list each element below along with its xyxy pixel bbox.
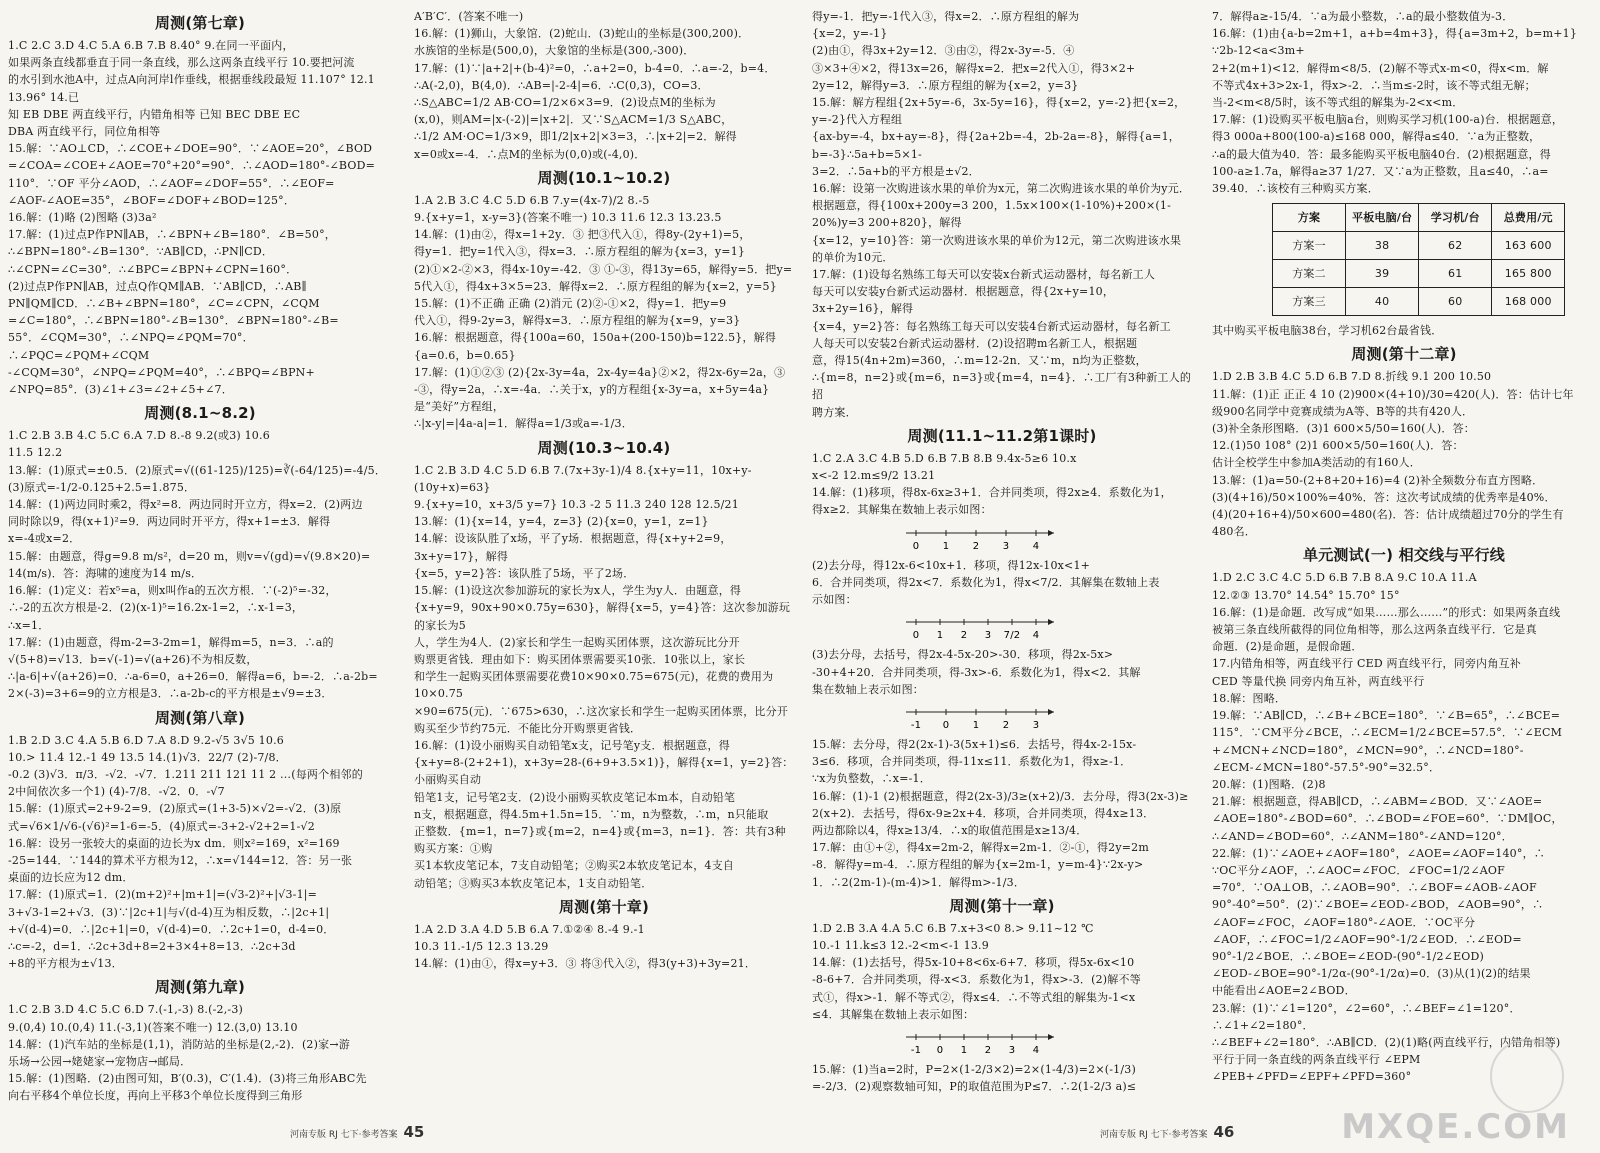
section-title: 周测(第十一章) xyxy=(949,896,1055,915)
answer-line: 同时除以9，得(x+1)²=9．两边同时开平方，得x+1=±3．解得 xyxy=(8,515,331,529)
answer-line: 6．合并同类项，得2x<7．系数化为1，得x<7/2．其解集在数轴上表 xyxy=(812,575,1160,589)
left-column-1 xyxy=(8,8,392,1113)
answer-line: 2y=12，解得y=3．∴原方程组的解为{x=2，y=3} xyxy=(812,78,1079,92)
number-line-label: 7/2 xyxy=(1003,630,1021,642)
answer-line: 如果两条直线都垂直于同一条直线，那么这两条直线平行 10.要把河流 xyxy=(8,56,355,70)
right-column-1 xyxy=(812,8,1192,1113)
answer-line: 被第三条直线所截得的同位角相等，那么这两条直线平行．它是真 xyxy=(1212,623,1537,637)
answer-line: 11.解：(1)正 正正 4 10 (2)900×(4+10)/30=420(人)．答：估计七年 xyxy=(1212,387,1574,401)
purchase-plan-table xyxy=(1272,203,1565,316)
answer-line: 中能看出∠AOE=2∠BOD． xyxy=(1212,984,1356,998)
answer-line: 17.解：(1)设购买平板电脑a台，则购买学习机(100-a)台．根据题意， xyxy=(1212,113,1564,127)
answer-block xyxy=(1212,8,1596,197)
answer-line: 每天可以安装y台新式运动器材．根据题意，得{2x+y=10，3x+2y=16}，解得 xyxy=(812,285,1115,316)
answer-line: =70°．∵OA⊥OB，∴∠AOB=90°．∴∠BOF=∠AOB-∠AOF xyxy=(1212,881,1537,895)
answer-line: 15.解：去分母，得2(2x-1)-3(5x+1)≤6．去括号，得4x-2-15x- xyxy=(812,737,1137,751)
answer-line: 3≤6．移项，合并同类项，得-11x≤11．系数化为1，得x≥-1． xyxy=(812,755,1132,769)
answer-line: 22.解：(1)∵∠AOE+∠AOF=180°，∠AOE=∠AOF=140°，∴ xyxy=(1212,846,1545,860)
answer-line: ∠ECM-∠MCN=180°-57.5°-90°=32.5°． xyxy=(1212,760,1441,774)
answer-line: 1.C 2.B 3.D 4.C 5.D 6.B 7.(7x+3y-1)/4 8.{x+y=11，10x+y-(10y+x)=63} xyxy=(414,463,752,494)
answer-line: 式=√6×1/√6-(√6)²=1-6=-5．(4)原式=-3+2-√2+2=1-√2 xyxy=(8,819,315,833)
answer-line: √(5+8)=√13．b=√(-1)=√(a+26)不为相反数， xyxy=(8,652,258,666)
answer-line: 10.> 11.4 12.-1 49 13.5 14.(1)√3．22/7 (2)-7/8． xyxy=(8,750,287,764)
answer-line: 16.解：设第一次购进该水果的单价为x元，第二次购进该水果的单价为y元． xyxy=(812,182,1191,196)
answer-block xyxy=(414,462,794,892)
answer-line: CED 等量代换 同旁内角互补，两直线平行 xyxy=(1212,674,1425,688)
answer-block xyxy=(8,732,392,973)
answer-line: 购买至少节约75元．不能比分开购票更省钱． xyxy=(414,721,642,735)
answer-line: n支，根据题意，得4.5m+1.5n=15．∵m，n为整数，∴m，n只能取 xyxy=(414,807,769,821)
answer-line: 1.C 2.B 3.B 4.C 5.C 6.A 7.D 8.-8 9.2(或3) 10.6 xyxy=(8,429,270,443)
answer-line: 10.-1 11.k≤3 12.-2<m<-1 13.9 xyxy=(812,938,989,952)
answer-line: ③×3+④×2，得13x=26，解得x=2．把x=2代入①，得3×2+ xyxy=(812,61,1136,75)
answer-line: 115°．∵CM平分∠BCE，∴∠ECM=1/2∠BCE=57.5°．∵∠ECM xyxy=(1212,726,1563,740)
answer-line: 16.解：根据题意，得{100a=60，150a+(200-150)b=122.5}，解得{a=0.6，b=0.65} xyxy=(414,331,777,362)
answer-line: 其中购买平板电脑38台，学习机62台最省钱． xyxy=(1212,324,1443,338)
answer-line: 14.解：(1)由①，得x=y+3．③ 将③代入②，得3(y+3)+3y=21． xyxy=(414,957,757,971)
answer-line: +8的平方根为±√13． xyxy=(8,957,123,971)
answer-line: 12.②③ 13.70° 14.54° 15.70° 15° xyxy=(1212,588,1400,602)
answer-line: ∴S△ABC=1/2 AB·CO=1/2×6×3=9．(2)设点M的坐标为 xyxy=(414,96,716,110)
number-line-label: 0 xyxy=(942,719,950,731)
answer-line: 动铅笔；③购买3本软皮笔记本，1支自动铅笔． xyxy=(414,876,653,890)
answer-line: 铅笔1支，记号笔2支．(2)设小丽购买软皮笔记本m本，自动铅笔 xyxy=(414,790,736,804)
answer-line: (x,0)，则AM=|x-(-2)|=|x+2|．又∵S△ACM=1/3 S△ABC， xyxy=(414,113,733,127)
table-cell: 39 xyxy=(1346,260,1419,288)
table-cell: 38 xyxy=(1346,232,1419,260)
answer-line: ∠NPQ=85°．(3)∠1+∠3=∠2+∠5+∠7． xyxy=(8,383,233,397)
answer-line: {x=4，y=2}答：每名熟练工每天可以安装4台新式运动器材，每名新工 xyxy=(812,319,1171,333)
answer-line: 2×(-3)=3+6=9的立方根是3．∴a-2b-c的平方根是±√9=±3． xyxy=(8,687,333,701)
table-cell: 方案二 xyxy=(1273,260,1346,288)
answer-line: 不等式4x+3>2x-1，得x>-2．∴当m≤-2时，该不等式组无解； xyxy=(1212,78,1536,92)
answer-line: {x=5，y=2}答：该队胜了5场，平了2场． xyxy=(414,566,635,580)
answer-line: 示如图： xyxy=(812,593,857,607)
section-title: 单元测试(一) 相交线与平行线 xyxy=(1303,546,1505,565)
answer-line: 代入①，得9-2y=3，解得x=3．∴原方程组的解为{x=9，y=3} xyxy=(414,314,741,328)
answer-line: 14.解：(1)由②，得x=1+2y．③ 把③代入①，得8y-(2y+1)=5， xyxy=(414,228,751,242)
table-header: 平板电脑/台 xyxy=(1346,204,1419,232)
table-header: 方案 xyxy=(1273,204,1346,232)
answer-line: {ax-by=-4，bx+ay=-8}，得{2a+2b=-4，2b-2a=-8}，解得{a=1，b=-3}∴5a+b=5×1- xyxy=(812,130,1180,161)
answer-line: (3)(4+16)/50×100%=40%．答：这次考试成绩的优秀率是40%． xyxy=(1212,490,1556,504)
answer-line: 2中间依次多一个1) (4)-7/8．-√2．0．-√7 xyxy=(8,785,225,799)
answer-line: +∠MCN+∠NCD=180°，∠MCN=90°，∴∠NCD=180°- xyxy=(1212,743,1524,757)
answer-line: 14.解：设该队胜了x场，平了y场．根据题意，得{x+y+2=9，3x+y=17}，解得 xyxy=(414,532,732,563)
watermark-stamp xyxy=(1490,1039,1564,1113)
table-cell: 168 000 xyxy=(1492,288,1565,316)
number-line-label: 3 xyxy=(984,630,992,642)
answer-line: ∴a的最大值为40．答：最多能购买平板电脑40台．(2)根据题意，得 xyxy=(1212,147,1551,161)
answer-line: 9.{x+y=1，x-y=3}(答案不唯一) 10.3 11.6 12.3 13.23.5 xyxy=(414,211,722,225)
answer-block xyxy=(812,646,1192,698)
answer-line: 14.解：(1)汽车站的坐标是(1,1)，消防站的坐标是(2,-2)．(2)家→游 xyxy=(8,1037,350,1051)
answer-line: 得y=-1．把y=-1代入③，得x=2．∴原方程组的解为 xyxy=(812,10,1080,23)
number-line xyxy=(902,1025,1062,1059)
number-line xyxy=(902,610,1062,644)
answer-line: 人，学生为4人．(2)家长和学生一起购买团体票，这次游玩比分开 xyxy=(414,635,740,649)
answer-line: 14.解：(1)移项，得8x-6x≥3+1．合并同类项，得2x≥4．系数化为1， xyxy=(812,486,1172,500)
answer-line: PN∥QM∥CD．∴∠B+∠BPN=180°，∠C=∠CPN，∠CQM xyxy=(8,297,320,311)
number-line-label: 3 xyxy=(1002,540,1010,552)
answer-line: 1.A 2.B 3.C 4.C 5.D 6.B 7.y=(4x-7)/2 8.-5 xyxy=(414,193,650,207)
answer-line: 17.解：(1)过点P作PN∥AB，∴∠BPN+∠B=180°．∠B=50°， xyxy=(8,228,336,242)
answer-line: 得x≥2．其解集在数轴上表示如图： xyxy=(812,503,992,517)
answer-line: ∴|x-y|=|4a-a|=1．解得a=1/3或a=-1/3． xyxy=(414,417,633,431)
answer-line: 16.解：(1)由{a-b=2m+1，a+b=4m+3}，得{a=3m+2，b=m+1}∵2b-12<a<3m+ xyxy=(1212,27,1578,58)
answer-block xyxy=(812,1061,1192,1095)
table-row xyxy=(1273,260,1565,288)
answer-line: 的水引到水池A中，过点A向河岸l作垂线，根据垂线段最短 11.107° 12.1 13.96° 14.已 xyxy=(8,73,375,104)
footer-label: 河南专版 RJ 七下·参考答案 xyxy=(1100,1130,1208,1140)
answer-line: 2(x+2)．去括号，得6x-9≥2x+4．移项，合并同类项，得4x≥13． xyxy=(812,806,1155,820)
page-number: 46 xyxy=(1213,1123,1235,1141)
answer-line: 17.解：(1)由题意，得m-2=3-2m=1，解得m=5，n=3．∴a的 xyxy=(8,635,334,649)
answer-line: 15.解：解方程组{2x+5y=-6，3x-5y=16}，得{x=2，y=-2}把{x=2，y=-2}代入方程组 xyxy=(812,96,1186,127)
section-title: 周测(8.1~8.2) xyxy=(144,404,256,423)
answer-line: -30+4+20．合并同类项，得-3x>-6．系数化为1，得x<2．其解 xyxy=(812,665,1141,679)
number-line-label: 1 xyxy=(936,630,944,642)
answer-line: -8-6+7．合并同类项，得-x<3．系数化为1，得x>-3．(2)解不等 xyxy=(812,973,1141,987)
answer-line: =∠COA=∠COE+∠AOE=70°+20°=90°．∴∠AOD=180°-∠BOD= xyxy=(8,159,376,173)
page-number: 45 xyxy=(403,1123,425,1141)
answer-block xyxy=(414,192,794,433)
answer-line: {x+y=9，90x+90×0.75y=630}，解得{x=5，y=4}答：这次参加游玩的家长为5 xyxy=(414,601,791,632)
section-title: 周测(10.1~10.2) xyxy=(537,168,671,187)
answer-line: -∠CQM=30°，∠NPQ=∠PQM=40°，∴∠BPQ=∠BPN+ xyxy=(8,365,315,379)
page-footer xyxy=(1100,1123,1234,1141)
answer-block xyxy=(1212,569,1596,1085)
answer-line: 根据题意，得{100x+200y=3 200，1.5x×100×(1-10%)+200×(1-20%)y=3 200+820}，解得 xyxy=(812,199,1172,230)
answer-line: 19.解：∵AB∥CD，∴∠B+∠BCE=180°．∵∠B=65°，∴∠BCE= xyxy=(1212,709,1561,723)
answer-line: 17.解：(1)设每名熟练工每天可以安装x台新式运动器材，每名新工人 xyxy=(812,268,1156,282)
number-line-label: 1 xyxy=(942,540,950,552)
answer-line: ∴1/2 AM·OC=1/3×9，即1/2|x+2|×3=3，∴|x+2|=2．解得 xyxy=(414,130,737,144)
answer-line: 3+√3-1=2+√3．(3)∵|2c+1|与√(d-4)互为相反数，∴|2c+1| xyxy=(8,905,330,919)
answer-line: 20.解：(1)图略．(2)8 xyxy=(1212,777,1326,791)
answer-line: 式①，得x>-1．解不等式②，得x≤4．∴不等式组的解集为-1<x xyxy=(812,990,1136,1004)
answer-line: 5代入①，得4x+3×5=23．解得x=2．∴原方程组的解为{x=2，y=5} xyxy=(414,279,777,293)
answer-line: -8．解得y=m-4．∴原方程组的解为{x=2m-1，y=m-4}∵2x-y> xyxy=(812,858,1144,872)
answer-block xyxy=(812,8,1192,421)
answer-line: ∵x为负整数，∴x=-1． xyxy=(812,772,931,786)
table-row xyxy=(1273,288,1565,316)
answer-line: 1.B 2.D 3.C 4.A 5.B 6.D 7.A 8.D 9.2-√5 3√5 10.6 xyxy=(8,733,284,747)
number-line-label: -1 xyxy=(910,719,922,731)
answer-line: 55°．∠CQM=30°，∴∠NPQ=∠PQM=70°．∴∠PQC=∠PQM+∠CQM xyxy=(8,331,254,362)
answer-line: 21.解：根据题意，得AB∥CD，∴∠ABM=∠BOD．又∵∠AOE= xyxy=(1212,795,1543,809)
number-line-label: 0 xyxy=(912,630,920,642)
answer-line: DBA 两直线平行，同位角相等 xyxy=(8,125,161,139)
answer-line: 10.3 11.-1/5 12.3 13.29 xyxy=(414,939,549,953)
table-cell: 方案三 xyxy=(1273,288,1346,316)
answer-line: 和学生一起购买团体票需要花费10×90×0.75=675(元)，花费的费用为10×0.75 xyxy=(414,670,774,701)
table-cell: 165 800 xyxy=(1492,260,1565,288)
answer-line: 17.解：(1)原式=1．(2)(m+2)²+|m+1|=(√3-2)²+|√3-1|= xyxy=(8,888,318,902)
answer-line: x=0或x=-4．∴点M的坐标为(0,0)或(-4,0)． xyxy=(414,147,646,161)
section-title: 周测(第九章) xyxy=(154,978,246,997)
answer-line: 2+2(m+1)<12．解得m<8/5．(2)解不等式x-m<0，得x<m．解 xyxy=(1212,61,1549,75)
answer-line: (2)去分母，得12x-6<10x+1．移项，得12x-10x<1+ xyxy=(812,558,1091,572)
table-cell: 61 xyxy=(1419,260,1492,288)
answer-line: ∴∠AND=∠BOD=60°．∴∠ANM=180°-∠AND=120°． xyxy=(1212,829,1513,843)
answer-line: ∴x=1． xyxy=(8,618,50,632)
answer-line: 15.解：由题意，得g=9.8 m/s²，d=20 m，则v=√(gd)=√(9.8×20)= xyxy=(8,549,371,563)
answer-line: 估计全校学生中参加A类活动的有160人． xyxy=(1212,456,1421,470)
answer-block xyxy=(414,921,794,973)
answer-line: ∠AOF，∴∠FOC=1/2∠AOF=90°-1/2∠EOD．∴∠EOD= xyxy=(1212,932,1522,946)
answer-line: ∴{m=8，n=2}或{m=6，n=3}或{m=4，n=4}．∴工厂有3种新工人的招 xyxy=(812,371,1192,402)
answer-line: ≤4．其解集在数轴上表示如图： xyxy=(812,1007,975,1021)
answer-line: 向右平移4个单位长度，再向上平移3个单位长度得到三角形 xyxy=(8,1089,303,1103)
answer-line: 13.解：(1)a=50-(2+8+20+16)=4 (2)补全频数分布直方图略． xyxy=(1212,473,1544,487)
answer-line: 购票更省钱．理由如下：购买团体票需要买10张．10张以上，家长 xyxy=(414,652,746,666)
answer-line: 17.解：由①+②，得4x=2m-2，解得x=2m-1．②-①，得2y=2m xyxy=(812,841,1150,855)
footer-label: 河南专版 RJ 七下·参考答案 xyxy=(290,1130,398,1140)
answer-line: (2)①×2-②×3，得4x-10y=-42．③ ①-③，得13y=65，解得y=5．把y= xyxy=(414,262,793,276)
answer-line: x=-4或x=2． xyxy=(8,532,81,546)
answer-line: 正整数．{m=1，n=7}或{m=2，n=4}或{m=3，n=1}．答：共有3种购买方案：①购 xyxy=(414,824,786,856)
answer-line: =-2/3．(2)观察数轴可知，P的取值范围为P≤7．∴2(1-2/3 a)≤ xyxy=(812,1080,1137,1094)
answer-line: 知 EB DBE 两直线平行，内错角相等 已知 BEC DBE EC xyxy=(8,107,301,121)
answer-line: 15.解：(1)当a=2时，P=2×(1-2/3×2)=2×(1-4/3)=2×(-1/3) xyxy=(812,1062,1136,1076)
answer-line: ∴∠CPN=∠C=30°．∴∠BPC=∠BPN+∠CPN=160°． xyxy=(8,262,298,276)
table-header: 学习机/台 xyxy=(1419,204,1492,232)
answer-line: -25=144．∵144的算术平方根为12，∴x=√144=12．答：另一张 xyxy=(8,853,353,867)
section-title: 周测(10.3~10.4) xyxy=(537,438,671,457)
answer-line: ∠EOD-∠BOE=90°-1/2α-(90°-1/2α)=0．(3)从(1)(2)的结果 xyxy=(1212,967,1531,981)
answer-line: 16.解：(1)是命题．改写成“如果……那么……”的形式：如果两条直线 xyxy=(1212,605,1561,619)
answer-line: 15.解：(1)图略．(2)由图可知，B′(0.3)，C′(1.4)．(3)将三角形ABC先 xyxy=(8,1072,367,1086)
answer-line: (3)去分母，去括号，得2x-4-5x-20>-30．移项，得2x-5x> xyxy=(812,648,1114,662)
section-title: 周测(第七章) xyxy=(154,14,246,32)
answer-line: ∴-2的五次方根是-2．(2)(x-1)⁵=16.2x-1=2，∴x-1=3， xyxy=(8,601,304,615)
answer-line: 1.D 2.B 3.B 4.C 5.D 6.B 7.D 8.折线 9.1 200 10.50 xyxy=(1212,370,1492,384)
left-column-2 xyxy=(414,8,794,1113)
watermark: MXQE.COM xyxy=(1341,1107,1570,1147)
answer-line: ∠AOF=∠FOC，∠AOF=180°-∠AOE．∵OC平分 xyxy=(1212,915,1476,929)
answer-line: x<-2 12.m≤9/2 13.21 xyxy=(812,469,936,483)
answer-block xyxy=(1212,368,1596,540)
answer-line: ∴A(-2,0)，B(4,0)．∴AB=|-2-4|=6．∴C(0,3)，CO=3． xyxy=(414,78,709,92)
answer-line: {x=12，y=10}答：第一次购进该水果的单价为12元，第二次购进该水果 xyxy=(812,233,1182,247)
answer-line: 16.解：(1)略 (2)图略 (3)3a² xyxy=(8,211,157,225)
arrow-icon xyxy=(1048,530,1054,536)
table-row xyxy=(1273,232,1565,260)
arrow-icon xyxy=(1048,619,1054,625)
answer-line: 16.解：(1)-1 (2)根据题意，得2(2x-3)/3≥(x+2)/3．去分母，得3(2x-3)≥ xyxy=(812,789,1189,803)
answer-block xyxy=(812,920,1192,1023)
answer-line: A′B′C′．(答案不唯一) xyxy=(414,10,524,23)
answer-line: 3=2．∴5a+b的平方根是±√2． xyxy=(812,164,980,178)
answer-line: 的单价为10元． xyxy=(812,250,894,264)
answer-line: ∴∠BPN=180°-∠B=130°．∵AB∥CD，∴PN∥CD． xyxy=(8,245,274,259)
answer-line: 7．解得a≥-15/4．∵a为最小整数，∴a的最小整数值为-3． xyxy=(1212,10,1514,23)
answer-line: 意，得15(4n+2m)=360，∴m=12-2n．又∵m，n均为正整数， xyxy=(812,354,1147,368)
answer-line: (2)过点P作PN∥AB，过点Q作QM∥AB．∵AB∥CD，∴AB∥ xyxy=(8,279,307,293)
answer-line: 14(m/s)．答：海啸的速度为14 m/s． xyxy=(8,566,203,580)
answer-line: 39.40．∴该校有三种购买方案． xyxy=(1212,182,1379,196)
answer-line: 1.D 2.C 3.C 4.C 5.D 6.B 7.B 8.A 9.C 10.A 11.A xyxy=(1212,571,1477,585)
answer-line: 9.(0,4) 10.(0,4) 11.(-3,1)(答案不唯一) 12.(3,0) 13.10 xyxy=(8,1020,298,1034)
answer-line: 16.解：(1)设小丽购买自动铅笔x支，记号笔y支．根据题意，得 xyxy=(414,738,730,752)
answer-line: -0.2 (3)√3．π/3．-√2．-√7．1.211 211 121 11 2 …(每两个相邻的 xyxy=(8,767,363,781)
answer-block xyxy=(8,37,392,398)
answer-line: {x=2，y=-1} xyxy=(812,27,888,41)
answer-line: ∵OC平分∠AOF，∴∠AOC=∠FOC．∠FOC=1/2∠AOF xyxy=(1212,863,1505,877)
number-line-label: 1 xyxy=(972,719,980,731)
number-line-label: 4 xyxy=(1032,630,1040,642)
table-cell: 163 600 xyxy=(1492,232,1565,260)
answer-line: 当-2<m<8/5时，该不等式组的解集为-2<x<m． xyxy=(1212,96,1464,110)
answer-line: 9.{x+y=10，x+3/5 y=7} 10.3 -2 5 11.3 240 128 12.5/21 xyxy=(414,498,739,512)
answer-line: 90°-1/2∠BOE．∴∠BOE=∠EOD-(90°-1/2∠EOD) xyxy=(1212,949,1485,963)
answer-line: 90°-40°=50°．(2)∵∠BOE=∠EOD-∠BOD，∠AOB=90°，∴ xyxy=(1212,898,1544,912)
page-footer xyxy=(290,1123,424,1141)
answer-line: 集在数轴上表示如图： xyxy=(812,682,924,696)
answer-line: 17.内错角相等，两直线平行 CED 两直线平行，同旁内角互补 xyxy=(1212,657,1521,671)
answer-line: 18.解：图略． xyxy=(1212,691,1287,705)
answer-line: 480名． xyxy=(1212,525,1256,539)
answer-line: 级900名同学中竞赛成绩为A等、B等的共有420人． xyxy=(1212,404,1474,418)
answer-line: ∠AOF-∠AOE=35°，∠BOF=∠DOF+∠BOD=125°． xyxy=(8,193,296,207)
answer-line: 15.解：(1)设这次参加游玩的家长为x人，学生为y人．由题意，得 xyxy=(414,584,742,598)
answer-line: 110°．∵OF 平分∠AOD，∴∠AOF=∠DOF=55°．∴∠EOF= xyxy=(8,176,335,190)
table-cell: 60 xyxy=(1419,288,1492,316)
answer-line: ×90=675(元)．∵675>630，∴这次家长和学生一起购买团体票，比分开 xyxy=(414,704,789,718)
number-line-label: 3 xyxy=(1032,719,1040,731)
arrow-icon xyxy=(1048,709,1054,715)
number-line-label: 0 xyxy=(936,1044,944,1056)
answer-line: 1.C 2.A 3.C 4.B 5.D 6.B 7.B 8.B 9.4x-5≥6 10.x xyxy=(812,451,1077,465)
number-line-label: 2 xyxy=(984,1044,992,1056)
answer-line: =∠C=180°，∴∠BPN=180°-∠B=130°．∠BPN=180°-∠B= xyxy=(8,314,339,328)
answer-line: (2)由①，得3x+2y=12．③由②，得2x-3y=-5．④ xyxy=(812,44,1075,58)
answer-block xyxy=(8,427,392,702)
answer-line: 得3 000a+800(100-a)≤168 000，解得a≤40．∵a为正整数， xyxy=(1212,130,1541,144)
answer-line: 1.C 2.C 3.D 4.C 5.A 6.B 7.B 8.40° 9.在同一平面内， xyxy=(8,39,294,52)
answer-line: 1.D 2.B 3.A 4.A 5.C 6.B 7.x+3<0 8.> 9.11~12 ℃ xyxy=(812,921,1094,935)
answer-line: 17.解：(1)①②③ (2){2x-3y=4a，2x-4y=4a}②×2，得2x-6y=2a，③ xyxy=(414,365,786,379)
answer-line: 买1本软皮笔记本，7支自动铅笔；②购买2本软皮笔记本，4支自 xyxy=(414,859,734,873)
section-title: 周测(第十二章) xyxy=(1351,345,1457,364)
answer-line: 16.解：设另一张较大的桌面的边长为x dm．则x²=169，x²=169 xyxy=(8,836,340,850)
answer-line: ∴c=-2，d=1．∴2c+3d+8=2+3×4+8=13．∴2c+3d xyxy=(8,939,296,953)
number-line-label: 4 xyxy=(1032,1044,1040,1056)
table-cell: 62 xyxy=(1419,232,1492,260)
answer-block xyxy=(812,557,1192,609)
answer-line: 水族馆的坐标是(500,0)，大象馆的坐标是(300,-300)． xyxy=(414,44,695,58)
answer-line: 11.5 12.2 xyxy=(8,446,63,460)
answer-line: 聘方案． xyxy=(812,405,857,419)
number-line-label: 3 xyxy=(1008,1044,1016,1056)
right-column-2 xyxy=(1212,8,1596,1113)
answer-line: (4)(20+16+4)/50×600=480(名)．答：估计成绩超过70分的学生有 xyxy=(1212,508,1564,522)
answer-line: 100-a≥1.7a，解得a≥37 1/27．又∵a为正整数，且a≤40，∴a= xyxy=(1212,164,1549,178)
table-cell: 40 xyxy=(1346,288,1419,316)
answer-line: 命题．(2)是命题，是假命题． xyxy=(1212,640,1363,654)
answer-line: (3)补全条形图略．(3)1 600×5/50=160(人)．答： xyxy=(1212,422,1475,436)
table-header: 总费用/元 xyxy=(1492,204,1565,232)
answer-block xyxy=(414,8,794,163)
number-line-label: 1 xyxy=(960,1044,968,1056)
answer-block xyxy=(812,450,1192,519)
answer-line: ∴∠BEF+∠2=180°．∴AB∥CD．(2)(1)略(两直线平行，内错角相等) xyxy=(1212,1035,1561,1049)
answer-line: 1.A 2.D 3.A 4.D 5.B 6.A 7.①②④ 8.-4 9.-1 xyxy=(414,922,645,936)
answer-line: 桌面的边长应为12 dm． xyxy=(8,871,134,885)
arrow-icon xyxy=(1048,1034,1054,1040)
answer-line: 人每天可以安装2台新式运动器材．(2)设招聘m名新工人，根据题 xyxy=(812,336,1138,350)
answer-line: {x+y=8-(2+2+1)，x+3y=28-(6+9+3.5×1)}，解得{x=1，y=2}答：小丽购买自动 xyxy=(414,756,794,787)
number-line xyxy=(902,521,1062,555)
answer-line: 1.C 2.B 3.D 4.C 5.C 6.D 7.(-1,-3) 8.(-2,-3) xyxy=(8,1003,244,1017)
answer-line: 13.解：(1)原式=±0.5．(2)原式=√((61-125)/125)=∛(-64/125)=-4/5． xyxy=(8,463,387,477)
answer-line: 13.解：(1){x=14，y=4，z=3} (2){x=0，y=1，z=1} xyxy=(414,515,709,529)
answer-line: 两边都除以4，得x≥13/4．∴x的取值范围是x≥13/4． xyxy=(812,823,1088,837)
number-line-label: 2 xyxy=(1002,719,1010,731)
answer-line: ∠AOE=180°-∠BOD=60°．∴∠BOD=∠FOE=60°．∵DM∥OC， xyxy=(1212,812,1563,826)
answer-line: 16.解：(1)狮山，大象馆．(2)蛇山．(3)蛇山的坐标是(300,200)． xyxy=(414,27,750,41)
answer-line: 14.解：(1)去括号，得5x-10+8<6x-6+7．移项，得5x-6x<10 xyxy=(812,956,1135,970)
right-page xyxy=(800,0,1600,1153)
answer-line: 12.(1)50 108° (2)1 600×5/50=160(人)．答： xyxy=(1212,439,1464,453)
answer-line: 乐场→公园→姥姥家→宠物店→邮局． xyxy=(8,1054,192,1068)
section-title: 周测(第十章) xyxy=(558,897,650,916)
section-title: 周测(11.1~11.2第1课时) xyxy=(907,426,1097,445)
answer-line: 16.解：(1)定义：若x⁵=a，则x叫作a的五次方根．∵(-2)⁵=-32， xyxy=(8,584,337,598)
answer-line: 15.解：(1)原式=2+9-2=9．(2)原式=(1+3-5)×√2=-√2．(3)原 xyxy=(8,802,342,816)
answer-block xyxy=(8,1001,392,1104)
answer-line: 15.解：∵AO⊥CD，∴∠COE+∠DOE=90°．∵∠AOE=20°，∠BOD xyxy=(8,142,373,156)
number-line-label: 0 xyxy=(912,540,920,552)
number-line-label: 4 xyxy=(1032,540,1040,552)
answer-line: +√(d-4)=0．∴|2c+1|=0，√(d-4)=0．∴2c+1=0，d-4=0． xyxy=(8,922,335,936)
table-cell: 方案一 xyxy=(1273,232,1346,260)
answer-line: 1．∴2(2m-1)-(m-4)>1．解得m>-1/3． xyxy=(812,875,1026,889)
answer-line: 17.解：(1)∵|a+2|+(b-4)²=0，∴a+2=0，b-4=0．∴a=-2，b=4． xyxy=(414,61,776,75)
answer-block xyxy=(812,736,1192,891)
answer-line: (3)原式=-1/2-0.125+2.5=1.875． xyxy=(8,480,196,494)
table-header-row xyxy=(1273,204,1565,232)
answer-line: 23.解：(1)∵∠1=120°，∠2=60°，∴∠BEF=∠1=120°．∴∠1+∠2=180°． xyxy=(1212,1001,1521,1032)
answer-line: 15.解：(1)不正确 正确 (2)消元 (2)②-①×2，得y=1．把y=9 xyxy=(414,297,727,311)
answer-line: ∠PEB+∠PFD=∠EPF+∠PFD=360° xyxy=(1212,1070,1412,1084)
answer-line: ∴|a-6|+√(a+26)=0．∴a-6=0，a+26=0．解得a=6，b=-2．∴a-2b= xyxy=(8,670,378,684)
answer-line: -③，得y=2a，∴x=-4a．∴关于x，y的方程组{x-3y=a，x+5y=4a}是“美好”方程组， xyxy=(414,383,770,414)
number-line-label: 2 xyxy=(960,630,968,642)
number-line xyxy=(902,700,1062,734)
answer-line: 14.解：(1)两边同时乘2，得x²=8．两边同时开立方，得x=2．(2)两边 xyxy=(8,498,363,512)
answer-line: 平行于同一条直线的两条直线平行 ∠EPM xyxy=(1212,1053,1421,1067)
answer-line: 得y=1．把y=1代入③，得x=3．∴原方程组的解为{x=3，y=1} xyxy=(414,245,746,259)
section-title: 周测(第八章) xyxy=(154,708,246,727)
number-line-label: 2 xyxy=(972,540,980,552)
number-line-label: -1 xyxy=(910,1044,922,1056)
